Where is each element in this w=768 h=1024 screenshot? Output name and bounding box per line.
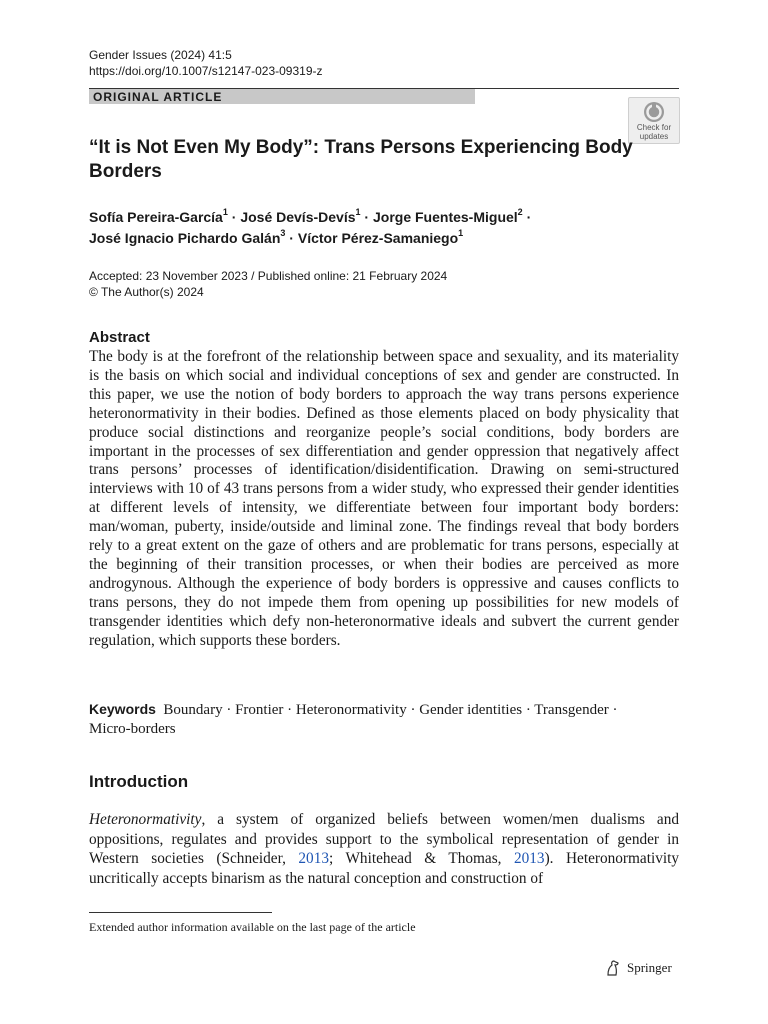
affiliation-mark: 1 — [222, 207, 228, 218]
affiliation-mark: 2 — [517, 207, 523, 218]
publisher-name: Springer — [627, 960, 672, 975]
article-title: “It is Not Even My Body”: Trans Persons Experiencing Body Borders — [89, 137, 633, 182]
publication-dates — [89, 268, 447, 300]
affiliation-mark: 3 — [280, 228, 286, 239]
footnote-rule — [89, 912, 272, 913]
copyright-notice: © The Author(s) 2024 — [89, 285, 204, 299]
author-name[interactable]: Sofía Pereira-García — [89, 209, 223, 225]
citation-link[interactable]: 2013 — [513, 850, 545, 867]
author-separator: · — [522, 209, 532, 225]
accepted-published-dates: Accepted: 23 November 2023 / Published online: 21 February 2024 — [89, 269, 448, 283]
journal-info — [89, 47, 323, 79]
keywords-label: Keywords — [89, 701, 156, 717]
check-updates-icon — [643, 101, 665, 123]
publisher-logo — [604, 959, 672, 977]
author-name[interactable]: Víctor Pérez-Samaniego — [297, 230, 459, 246]
introduction-term: Heteronormativity — [89, 811, 202, 828]
keywords — [89, 700, 649, 739]
introduction-text-part: , a system of organized beliefs between women/men dualisms and oppositions, regulates and provides support to the symbolical representation of gender in Western societies (Schneider, — [89, 811, 679, 867]
journal-citation: Gender Issues (2024) 41:5 — [89, 48, 232, 62]
author-name[interactable]: José Devís-Devís — [240, 209, 356, 225]
introduction-text — [89, 810, 679, 888]
affiliation-mark: 1 — [458, 228, 464, 239]
author-list — [89, 207, 649, 249]
doi-link[interactable]: https://doi.org/10.1007/s12147-023-09319-z — [89, 64, 323, 78]
affiliation-mark: 1 — [355, 207, 361, 218]
footnote: Extended author information available on the last page of the article — [89, 920, 416, 934]
introduction-text-part: ). Heteronormativity uncritically accepts binarism as the natural conception and construction of — [89, 850, 679, 887]
introduction-text-part: ; Whitehead & Thomas, — [329, 850, 514, 867]
springer-horse-icon — [604, 959, 622, 977]
citation-link[interactable]: 2013 — [298, 850, 329, 867]
abstract-heading: Abstract — [89, 329, 150, 346]
author-separator: · — [360, 209, 373, 225]
article-type: ORIGINAL ARTICLE — [93, 90, 223, 104]
author-name[interactable]: Jorge Fuentes-Miguel — [372, 209, 518, 225]
author-name[interactable]: José Ignacio Pichardo Galán — [89, 230, 281, 246]
keywords-list: Boundary · Frontier · Heteronormativity · Gender identities · Transgender · Micro-borders — [89, 702, 618, 737]
introduction-heading: Introduction — [89, 772, 189, 791]
check-updates-label-2: updates — [639, 132, 669, 141]
header-rule-right — [475, 88, 679, 89]
abstract-text: The body is at the forefront of the relationship between space and sexuality, and its materiality is the basis on which social and individual conceptions of sex and gender are constructed. In this paper, we use the notion of body borders to approach the way trans persons experience heteronormativity in their bodies. Defined as those elements placed on body physicality that produce social distinctions and reorganize people’s social conditions, body borders are important in the processes of sex differentiation and gender oppression that negatively affect trans persons’ processes of identification/disidentification. Drawing on semi-structured interviews with 10 of 43 trans persons from a wider study, who expressed their gender identities at different levels of intensity, we differentiate between four important body borders: man/woman, puberty, inside/outside and liminal zone. The findings reveal that body borders rely to a great extent on the gaze of others and are problematic for trans persons, especially at the beginning of their transition processes, or when their bodies are perceived as more androgynous. Although the experience of body borders is oppressive and causes conflicts to trans persons, they do not impede them from opening up possibilities for new models of transgender identities which defy non-heteronormative ideals and subvert the current gender regulation, which supports these borders. — [89, 348, 679, 649]
author-separator: · — [227, 209, 241, 225]
author-separator: · — [285, 230, 298, 246]
check-updates-label-1: Check for — [636, 123, 672, 132]
